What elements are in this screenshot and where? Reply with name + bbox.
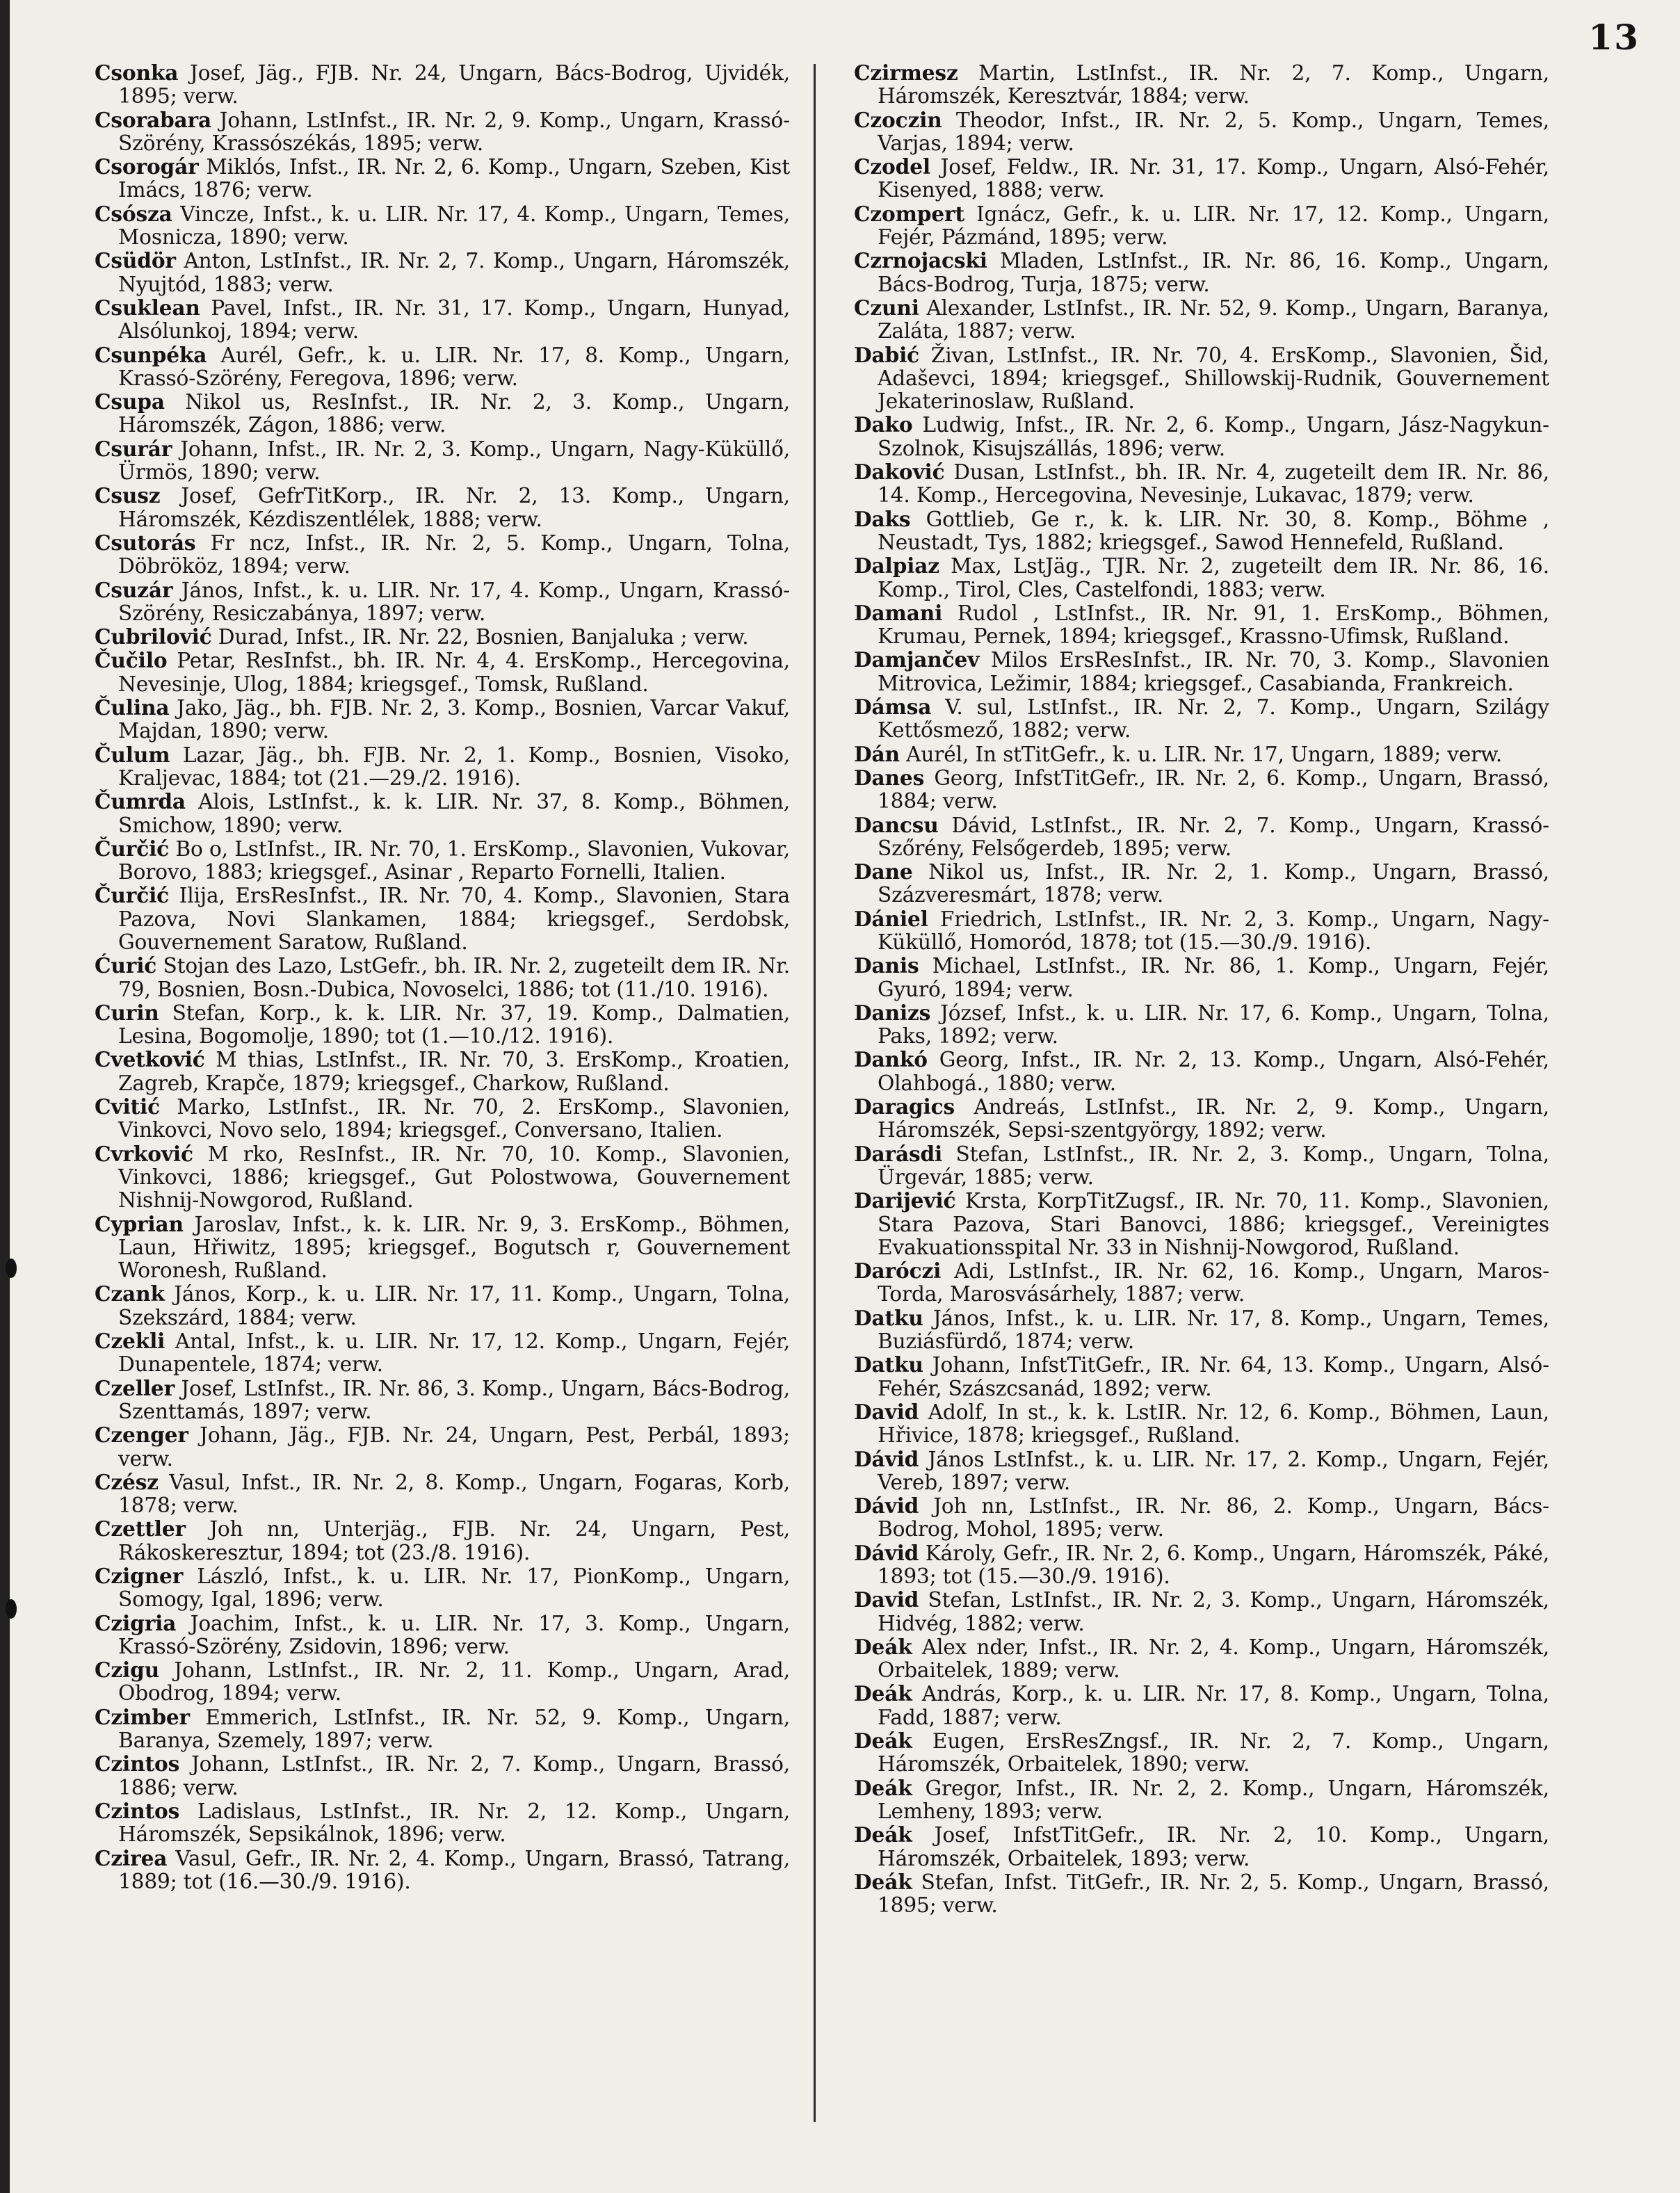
entry-details: Durad, Infst., IR. Nr. 22, Bosnien, Banjaluka ; verw. (211, 625, 749, 649)
binding-hole-mark (6, 1599, 17, 1619)
entry-surname: Czintos (95, 1751, 180, 1777)
roll-entry (854, 1777, 1549, 1824)
entry-details: Nikol us, ResInfst., IR. Nr. 2, 3. Komp., Ungarn, Háromszék, Zágon, 1886; verw. (118, 390, 790, 437)
entry-surname: Datku (854, 1305, 923, 1330)
entry-details: András, Korp., k. u. LIR. Nr. 17, 8. Komp., Ungarn, Tolna, Fadd, 1887; verw. (878, 1682, 1549, 1729)
left-column (95, 61, 790, 2144)
roll-entry (95, 578, 790, 626)
entry-details: Andreás, LstInfst., IR. Nr. 2, 9. Komp., Ungarn, Háromszék, Sepsi-szentgyörgy, 1892; verw. (878, 1095, 1549, 1142)
entry-details: Antal, Infst., k. u. LIR. Nr. 17, 12. Komp., Ungarn, Fejér, Dunapentele, 1874; verw. (118, 1329, 790, 1377)
column-divider (814, 64, 816, 2122)
roll-entry (95, 649, 790, 696)
entry-details: Josef, GefrTitKorp., IR. Nr. 2, 13. Komp., Ungarn, Háromszék, Kézdiszentlélek, 1888; verw. (118, 484, 790, 531)
entry-details: Stefan, LstInfst., IR. Nr. 2, 3. Komp., Ungarn, Háromszék, Hidvég, 1882; verw. (878, 1588, 1549, 1635)
roll-entry (854, 460, 1549, 508)
roll-entry (95, 1517, 790, 1564)
entry-details: Friedrich, LstInfst., IR. Nr. 2, 3. Komp., Ungarn, Nagy-Küküllő, Homoród, 1878; tot (15.—30./9. 1916). (878, 907, 1549, 954)
entry-surname: Csuzár (95, 577, 173, 602)
roll-entry (854, 508, 1549, 555)
entry-details: Krsta, KorpTitZugsf., IR. Nr. 70, 11. Komp., Slavonien, Stara Pazova, Stari Banovci, 1886; kriegsgef., Vereinigtes Evakuationsspital Nr. 33 in Nishnij-Nowgorod, Rußland. (878, 1189, 1549, 1259)
entry-details: Anton, LstInfst., IR. Nr. 2, 7. Komp., Ungarn, Háromszék, Nyujtód, 1883; verw. (118, 249, 790, 296)
entry-details: Aurél, In stTitGefr., k. u. LIR. Nr. 17, Ungarn, 1889; verw. (899, 742, 1503, 766)
roll-entry (854, 108, 1549, 156)
entry-surname: Dako (854, 412, 913, 437)
entry-details: Alexander, LstInfst., IR. Nr. 52, 9. Komp., Ungarn, Baranya, Zaláta, 1887; verw. (878, 296, 1549, 343)
entry-details: János, Korp., k. u. LIR. Nr. 17, 11. Komp., Ungarn, Tolna, Szekszárd, 1884; verw. (118, 1282, 790, 1329)
entry-details: Miklós, Infst., IR. Nr. 2, 6. Komp., Ungarn, Szeben, Kist Imács, 1876; verw. (118, 155, 790, 202)
entry-surname: Czuni (854, 295, 919, 320)
roll-entry (854, 766, 1549, 814)
entry-details: Max, LstJäg., TJR. Nr. 2, zugeteilt dem IR. Nr. 86, 16. Komp., Tirol, Cles, Castelfondi, 1883; verw. (878, 554, 1549, 601)
entry-surname: Czrnojacski (854, 248, 987, 273)
roll-entry (95, 1095, 790, 1142)
roll-entry (854, 1682, 1549, 1729)
entry-details: Adi, LstInfst., IR. Nr. 62, 16. Komp., Ungarn, Maros-Torda, Marosvásárhely, 1887; verw. (878, 1259, 1549, 1306)
entry-surname: Csuklean (95, 295, 200, 320)
roll-entry (95, 790, 790, 837)
entry-surname: Dankó (854, 1047, 928, 1072)
entry-surname: Danis (854, 953, 919, 978)
roll-entry (95, 1001, 790, 1049)
roll-entry (854, 743, 1549, 766)
entry-details: Georg, InfstTitGefr., IR. Nr. 2, 6. Komp., Ungarn, Brassó, 1884; verw. (878, 766, 1549, 814)
entry-details: János LstInfst., k. u. LIR. Nr. 17, 2. Komp., Ungarn, Fejér, Vereb, 1897; verw. (878, 1447, 1549, 1494)
roll-entry (854, 814, 1549, 861)
roll-entry (854, 1142, 1549, 1190)
entry-details: Joachim, Infst., k. u. LIR. Nr. 17, 3. Komp., Ungarn, Krassó-Szörény, Zsidovin, 1896; verw. (118, 1611, 790, 1658)
entry-details: Gregor, Infst., IR. Nr. 2, 2. Komp., Ungarn, Háromszék, Lemheny, 1893; verw. (878, 1776, 1549, 1823)
roll-entry (95, 743, 790, 791)
entry-surname: Cvitić (95, 1094, 161, 1119)
roll-entry (854, 1541, 1549, 1589)
entry-surname: Czigu (95, 1658, 160, 1683)
entry-surname: Csüdör (95, 248, 176, 273)
entry-surname: Dabić (854, 342, 920, 367)
roll-entry (95, 1564, 790, 1612)
entry-details: Martin, LstInfst., IR. Nr. 2, 7. Komp., Ungarn, Háromszék, Keresztvár, 1884; verw. (878, 61, 1549, 108)
entry-surname: Csósza (95, 201, 172, 226)
entry-surname: Czimber (95, 1704, 190, 1729)
entry-details: Živan, LstInfst., IR. Nr. 70, 4. ErsKomp., Slavonien, Šid, Adaševci, 1894; kriegsgef., Shillowskij-Rudnik, Gouvernement Jekaterinoslaw, Rußland. (878, 343, 1549, 414)
roll-entry (854, 413, 1549, 460)
entry-surname: Dalpiaz (854, 553, 939, 578)
roll-entry (95, 202, 790, 250)
entry-details: Josef, InfstTitGefr., IR. Nr. 2, 10. Komp., Ungarn, Háromszék, Orbaitelek, 1893; verw. (878, 1823, 1549, 1870)
entry-surname: Danizs (854, 1000, 931, 1025)
entry-details: Mladen, LstInfst., IR. Nr. 86, 16. Komp., Ungarn, Bács-Bodrog, Turja, 1875; verw. (878, 249, 1549, 296)
entry-surname: Dán (854, 741, 900, 766)
entry-surname: Dane (854, 859, 913, 884)
entry-details: Theodor, Infst., IR. Nr. 2, 5. Komp., Ungarn, Temes, Varjas, 1894; verw. (878, 108, 1549, 155)
entry-surname: Deák (854, 1869, 912, 1894)
entry-surname: Daróczi (854, 1259, 942, 1284)
entry-details: Ignácz, Gefr., k. u. LIR. Nr. 17, 12. Komp., Ungarn, Fejér, Pázmánd, 1895; verw. (878, 202, 1549, 250)
entry-details: Károly, Gefr., IR. Nr. 2, 6. Komp., Ungarn, Háromszék, Páké, 1893; tot (15.—30./9. 1916). (878, 1541, 1549, 1588)
entry-surname: Csunpéka (95, 342, 207, 367)
roll-entry (95, 296, 790, 343)
entry-details: Vincze, Infst., k. u. LIR. Nr. 17, 4. Komp., Ungarn, Temes, Mosnicza, 1890; verw. (118, 202, 790, 250)
entry-details: Jako, Jäg., bh. FJB. Nr. 2, 3. Komp., Bosnien, Varcar Vakuf, Majdan, 1890; verw. (118, 696, 790, 743)
entry-details: Georg, Infst., IR. Nr. 2, 13. Komp., Ungarn, Alsó-Fehér, Olahbogá., 1880; verw. (878, 1048, 1549, 1095)
entry-details: Stefan, LstInfst., IR. Nr. 2, 3. Komp., Ungarn, Tolna, Ürgevár, 1885; verw. (878, 1142, 1549, 1189)
entry-details: Bo o, LstInfst., IR. Nr. 70, 1. ErsKomp., Slavonien, Vukovar, Borovo, 1883; kriegsgef., Asinar , Reparto Fornelli, Italien. (118, 836, 790, 884)
roll-entry (854, 1001, 1549, 1049)
entry-surname: Daks (854, 506, 911, 531)
roll-entry (95, 484, 790, 531)
roll-entry (95, 155, 790, 202)
entry-surname: Czompert (854, 201, 964, 226)
entry-details: Josef, Jäg., FJB. Nr. 24, Ungarn, Bács-Bodrog, Ujvidék, 1895; verw. (118, 61, 790, 108)
roll-entry (854, 343, 1549, 414)
entry-details: József, Infst., k. u. LIR. Nr. 17, 6. Komp., Ungarn, Tolna, Paks, 1892; verw. (878, 1001, 1549, 1049)
entry-surname: Czeller (95, 1375, 175, 1400)
entry-details: Josef, Feldw., IR. Nr. 31, 17. Komp., Ungarn, Alsó-Fehér, Kisenyed, 1888; verw. (878, 155, 1549, 202)
entry-surname: Csupa (95, 389, 165, 414)
roll-entry (854, 860, 1549, 907)
entry-details: Joh nn, Unterjäg., FJB. Nr. 24, Ungarn, Pest, Rákoskeresztur, 1894; tot (23./8. 1916). (118, 1517, 790, 1564)
entry-details: Ladislaus, LstInfst., IR. Nr. 2, 12. Komp., Ungarn, Háromszék, Sepsikálnok, 1896; verw. (118, 1799, 790, 1847)
right-column (854, 61, 1549, 2144)
entry-details: Petar, ResInfst., bh. IR. Nr. 4, 4. ErsKomp., Hercegovina, Nevesinje, Ulog, 1884; kriegsgef., Tomsk, Rußland. (118, 649, 790, 696)
roll-entry (854, 1353, 1549, 1400)
roll-entry (95, 1847, 790, 1894)
roll-entry (95, 837, 790, 884)
entry-surname: Dániel (854, 906, 928, 931)
entry-surname: Čurčić (95, 883, 170, 908)
entry-surname: Deák (854, 1681, 912, 1706)
roll-entry (854, 1588, 1549, 1635)
entry-details: Pavel, Infst., IR. Nr. 31, 17. Komp., Ungarn, Hunyad, Alsólunkoj, 1894; verw. (118, 296, 790, 343)
entry-surname: Čumrda (95, 789, 186, 814)
entry-details: Jaroslav, Infst., k. k. LIR. Nr. 9, 3. ErsKomp., Böhmen, Laun, Hřiwitz, 1895; kriegsgef., Bogutsch r, Gouvernement Woronesh, Rußland. (118, 1212, 790, 1283)
entry-surname: Dancsu (854, 812, 939, 837)
entry-surname: Czettler (95, 1516, 186, 1541)
roll-entry (854, 1870, 1549, 1918)
entry-details: Aurél, Gefr., k. u. LIR. Nr. 17, 8. Komp., Ungarn, Krassó-Szörény, Feregova, 1896; verw. (118, 343, 790, 390)
entry-details: János, Infst., k. u. LIR. Nr. 17, 4. Komp., Ungarn, Krassó-Szörény, Resiczabánya, 1897; verw. (118, 578, 790, 625)
entry-details: Fr ncz, Infst., IR. Nr. 2, 5. Komp., Ungarn, Tolna, Döbrököz, 1894; verw. (118, 531, 790, 578)
entry-details: Alois, LstInfst., k. k. LIR. Nr. 37, 8. Komp., Böhmen, Smichow, 1890; verw. (118, 790, 790, 837)
entry-surname: Čučilo (95, 648, 168, 673)
roll-entry (95, 249, 790, 296)
entry-details: Milos ErsResInfst., IR. Nr. 70, 3. Komp., Slavonien Mitrovica, Ležimir, 1884; kriegsgef., Casabianda, Frankreich. (878, 648, 1549, 695)
entry-surname: Cyprian (95, 1211, 184, 1236)
entry-details: Dusan, LstInfst., bh. IR. Nr. 4, zugeteilt dem IR. Nr. 86, 14. Komp., Hercegovina, Nevesinje, Lukavac, 1879; verw. (878, 460, 1549, 508)
entry-details: Ludwig, Infst., IR. Nr. 2, 6. Komp., Ungarn, Jász-Nagykun-Szolnok, Kisujszállás, 1896; verw. (878, 413, 1549, 460)
entry-surname: Datku (854, 1352, 923, 1377)
roll-entry (95, 954, 790, 1001)
entry-details: Stefan, Infst. TitGefr., IR. Nr. 2, 5. Komp., Ungarn, Brassó, 1895; verw. (878, 1870, 1549, 1918)
roll-entry (854, 1095, 1549, 1142)
roll-entry (854, 1189, 1549, 1259)
entry-surname: Daragics (854, 1094, 955, 1119)
entry-details: Michael, LstInfst., IR. Nr. 86, 1. Komp., Ungarn, Fejér, Gyuró, 1894; verw. (878, 954, 1549, 1001)
entry-surname: Deák (854, 1634, 912, 1659)
roll-entry (854, 1048, 1549, 1095)
roll-entry (95, 1048, 790, 1095)
entry-surname: Darijević (854, 1188, 956, 1213)
scan-left-edge (0, 0, 10, 2193)
roll-entry (854, 1823, 1549, 1870)
entry-surname: Csorogár (95, 154, 199, 179)
entry-details: Marko, LstInfst., IR. Nr. 70, 2. ErsKomp., Slavonien, Vinkovci, Novo selo, 1894; kriegsgef., Conversano, Italien. (118, 1095, 790, 1142)
entry-details: Ilija, ErsResInfst., IR. Nr. 70, 4. Komp., Slavonien, Stara Pazova, Novi Slankamen, 1884; kriegsgef., Serdobsk, Gouvernement Saratow, Rußland. (118, 884, 790, 954)
entry-surname: Czirmesz (854, 61, 958, 85)
entry-details: Nikol us, Infst., IR. Nr. 2, 1. Komp., Ungarn, Brassó, Százveresmárt, 1878; verw. (878, 860, 1549, 907)
roll-entry (95, 1423, 790, 1471)
roll-entry (95, 1706, 790, 1753)
entry-surname: Deák (854, 1775, 912, 1800)
entry-surname: David (854, 1399, 919, 1424)
entry-surname: Daković (854, 460, 945, 485)
roll-entry (854, 1494, 1549, 1541)
entry-details: Johann, LstInfst., IR. Nr. 2, 7. Komp., Ungarn, Brassó, 1886; verw. (118, 1752, 790, 1799)
entry-surname: Czész (95, 1469, 159, 1494)
roll-entry (854, 554, 1549, 601)
entry-surname: Dámsa (854, 695, 932, 720)
entry-surname: Csorabara (95, 107, 212, 132)
entry-surname: Czank (95, 1281, 165, 1306)
entry-surname: Čurčić (95, 836, 170, 861)
roll-entry (95, 390, 790, 437)
entry-surname: Czigner (95, 1564, 184, 1588)
roll-entry (95, 1377, 790, 1424)
entry-surname: Czodel (854, 154, 930, 179)
entry-surname: Cubrilović (95, 624, 212, 649)
roll-entry (95, 1329, 790, 1377)
entry-details: Johann, LstInfst., IR. Nr. 2, 9. Komp., Ungarn, Krassó-Szörény, Krassószékás, 1895; verw. (118, 108, 790, 155)
entry-surname: Damani (854, 600, 943, 625)
entry-details: László, Infst., k. u. LIR. Nr. 17, PionKomp., Ungarn, Somogy, Igal, 1896; verw. (118, 1564, 790, 1612)
roll-entry (854, 1306, 1549, 1354)
entry-surname: Cvrković (95, 1141, 193, 1166)
roll-entry (95, 108, 790, 156)
entry-details: Vasul, Gefr., IR. Nr. 2, 4. Komp., Ungarn, Brassó, Tatrang, 1889; tot (16.—30./9. 1916). (118, 1846, 790, 1893)
roll-entry (95, 625, 790, 649)
entry-surname: Čulina (95, 695, 170, 720)
roll-entry (95, 1213, 790, 1283)
roll-entry (95, 61, 790, 108)
roll-entry (95, 437, 790, 485)
roll-entry (854, 1448, 1549, 1495)
entry-details: Joh nn, LstInfst., IR. Nr. 86, 2. Komp., Ungarn, Bács-Bodrog, Mohol, 1895; verw. (878, 1494, 1549, 1541)
entry-surname: Damjančev (854, 647, 980, 672)
entry-details: Johann, LstInfst., IR. Nr. 2, 11. Komp., Ungarn, Arad, Obodrog, 1894; verw. (118, 1658, 790, 1706)
roll-entry (854, 249, 1549, 296)
entry-surname: Cvetković (95, 1047, 205, 1072)
entry-surname: Csonka (95, 61, 179, 85)
roll-entry (854, 907, 1549, 955)
entry-surname: Czigria (95, 1610, 177, 1635)
roll-entry (854, 1259, 1549, 1306)
entry-surname: Deák (854, 1729, 912, 1754)
binding-hole-mark (6, 1259, 17, 1278)
entry-surname: David (854, 1587, 919, 1612)
roll-entry (854, 61, 1549, 108)
entry-surname: Czoczin (854, 107, 942, 132)
entry-surname: Dávid (854, 1494, 919, 1519)
roll-entry (854, 648, 1549, 695)
roll-entry (95, 1142, 790, 1213)
entry-surname: Darásdi (854, 1141, 943, 1166)
entry-surname: Danes (854, 765, 925, 790)
roll-entry (95, 1612, 790, 1659)
roll-entry (854, 296, 1549, 343)
entry-details: Johann, Infst., IR. Nr. 2, 3. Komp., Ungarn, Nagy-Küküllő, Ürmös, 1890; verw. (118, 437, 790, 485)
entry-details: Stojan des Lazo, LstGefr., bh. IR. Nr. 2, zugeteilt dem IR. Nr. 79, Bosnien, Bosn.-Dubica, Novoselci, 1886; tot (11./10. 1916). (118, 954, 790, 1001)
entry-surname: Deák (854, 1822, 912, 1847)
entry-surname: Curin (95, 1000, 159, 1025)
entry-surname: Czirea (95, 1845, 168, 1870)
entry-surname: Csusz (95, 483, 161, 508)
entry-surname: Dávid (854, 1540, 919, 1565)
entry-details: Johann, InfstTitGefr., IR. Nr. 64, 13. Komp., Ungarn, Alsó-Fehér, Szászcsanád, 1892; verw. (878, 1353, 1549, 1400)
entry-details: V. sul, LstInfst., IR. Nr. 2, 7. Komp., Ungarn, Szilágy Kettősmező, 1882; verw. (878, 695, 1549, 743)
entry-details: Alex nder, Infst., IR. Nr. 2, 4. Komp., Ungarn, Háromszék, Orbaitelek, 1889; verw. (878, 1635, 1549, 1683)
entry-surname: Csurár (95, 436, 172, 461)
entry-details: Emmerich, LstInfst., IR. Nr. 52, 9. Komp., Ungarn, Baranya, Szemely, 1897; verw. (118, 1705, 790, 1753)
roll-entry (95, 1799, 790, 1847)
roll-entry (95, 1282, 790, 1329)
roll-entry (854, 202, 1549, 250)
entry-surname: Čulum (95, 742, 170, 767)
entry-surname: Czenger (95, 1423, 188, 1448)
entry-details: Gottlieb, Ge r., k. k. LIR. Nr. 30, 8. Komp., Böhme , Neustadt, Tys, 1882; kriegsgef., Sawod Hennefeld, Rußland. (878, 507, 1549, 554)
entry-details: M rko, ResInfst., IR. Nr. 70, 10. Komp., Slavonien, Vinkovci, 1886; kriegsgef., Gut Polostwowa, Gouvernement Nishnij-Nowgorod, Rußland. (118, 1142, 790, 1213)
page-number: 13 (1588, 17, 1640, 58)
roll-entry (95, 1658, 790, 1706)
entry-details: Stefan, Korp., k. k. LIR. Nr. 37, 19. Komp., Dalmatien, Lesina, Bogomolje, 1890; tot (1.—10./12. 1916). (118, 1001, 790, 1049)
roll-entry (95, 696, 790, 743)
entry-surname: Ćurić (95, 953, 157, 978)
roll-entry (95, 1752, 790, 1799)
roll-entry (854, 155, 1549, 202)
roll-entry (854, 1400, 1549, 1448)
entry-details: Vasul, Infst., IR. Nr. 2, 8. Komp., Ungarn, Fogaras, Korb, 1878; verw. (118, 1470, 790, 1518)
roll-entry (854, 601, 1549, 649)
entry-details: János, Infst., k. u. LIR. Nr. 17, 8. Komp., Ungarn, Temes, Buziásfürdő, 1874; verw. (878, 1306, 1549, 1354)
roll-entry (854, 695, 1549, 743)
entry-surname: Czintos (95, 1798, 180, 1823)
roll-entry (854, 1635, 1549, 1683)
roll-entry (95, 531, 790, 578)
entry-details: Josef, LstInfst., IR. Nr. 86, 3. Komp., Ungarn, Bács-Bodrog, Szenttamás, 1897; verw. (118, 1376, 790, 1423)
entry-details: Eugen, ErsResZngsf., IR. Nr. 2, 7. Komp., Ungarn, Háromszék, Orbaitelek, 1890; verw. (878, 1729, 1549, 1777)
entry-details: Adolf, In st., k. k. LstIR. Nr. 12, 6. Komp., Böhmen, Laun, Hřivice, 1878; kriegsgef., Rußland. (878, 1400, 1549, 1448)
roll-entry (95, 1471, 790, 1518)
entry-surname: Dávid (854, 1446, 919, 1471)
entry-surname: Csutorás (95, 530, 196, 555)
entry-details: M thias, LstInfst., IR. Nr. 70, 3. ErsKomp., Kroatien, Zagreb, Krapče, 1879; kriegsgef., Charkow, Rußland. (118, 1048, 790, 1095)
roll-entry (95, 884, 790, 954)
roll-entry (95, 343, 790, 391)
entry-details: Dávid, LstInfst., IR. Nr. 2, 7. Komp., Ungarn, Krassó-Szőrény, Felsőgerdeb, 1895; verw. (878, 813, 1549, 860)
entry-details: Johann, Jäg., FJB. Nr. 24, Ungarn, Pest, Perbál, 1893; verw. (118, 1423, 790, 1471)
entry-details: Lazar, Jäg., bh. FJB. Nr. 2, 1. Komp., Bosnien, Visoko, Kraljevac, 1884; tot (21.—29./2. 1916). (118, 743, 790, 790)
entry-surname: Czekli (95, 1329, 165, 1354)
roll-entry (854, 1729, 1549, 1777)
roll-entry (854, 954, 1549, 1001)
entry-details: Rudol , LstInfst., IR. Nr. 91, 1. ErsKomp., Böhmen, Krumau, Pernek, 1894; kriegsgef., Krassno-Ufimsk, Rußland. (878, 601, 1549, 649)
